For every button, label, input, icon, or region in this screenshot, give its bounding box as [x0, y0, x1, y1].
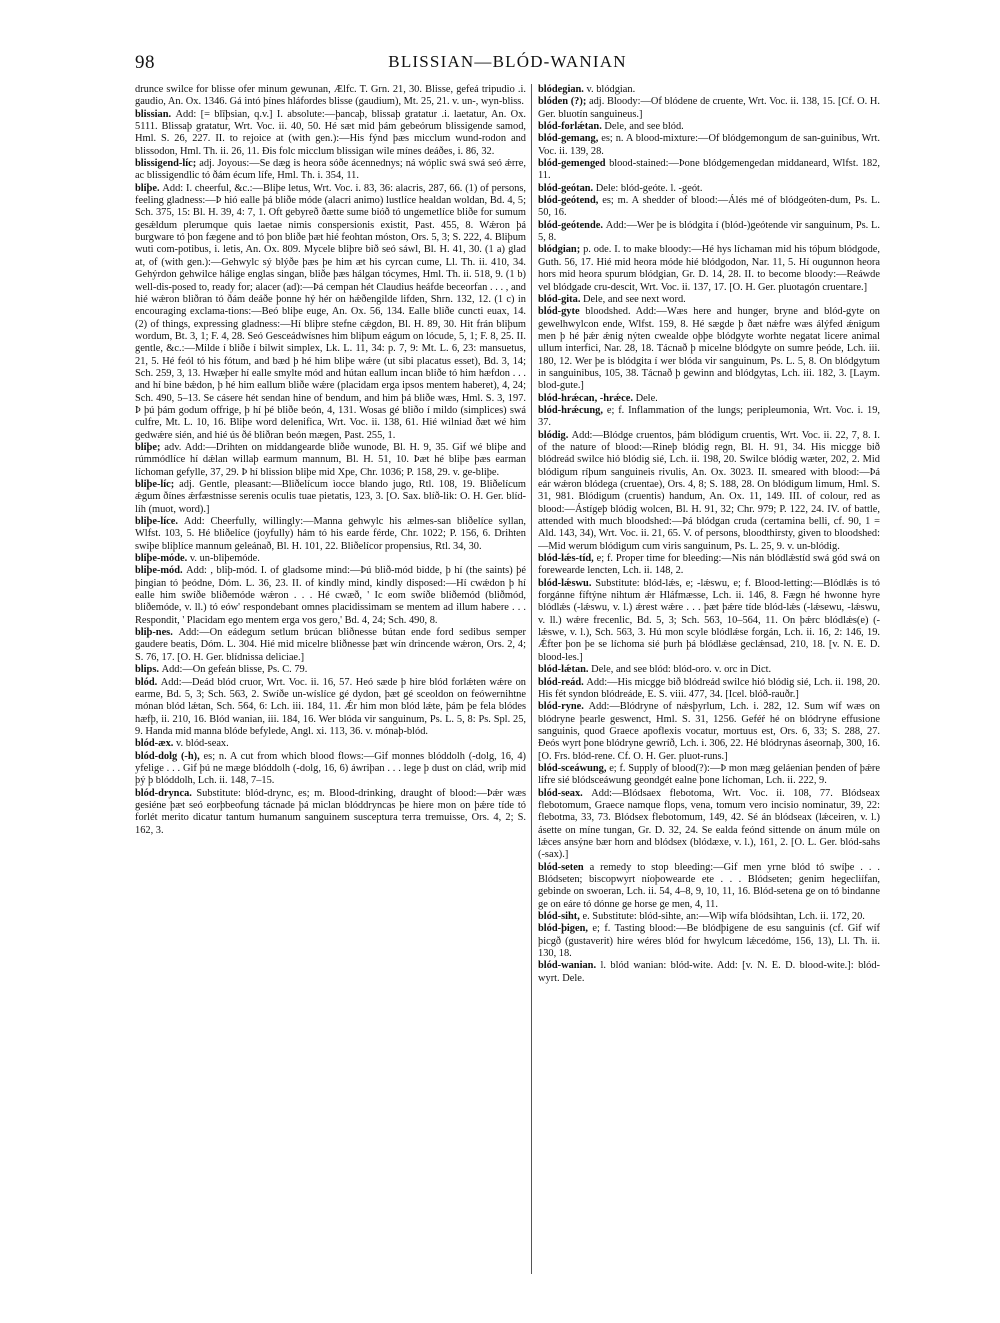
entry-text: Add: , bliþ-mód. I. of gladsome mind:—Þú blið-mód bidde, þ hí (the saints) þé þingian tó þeódne, Dóm. L. 36, 23. II. of kindly mind, kindly disposed:—Hí cwǽdon þ hí ealle him swíðe bliðemóde wǽron . . . Hé cwæð, ' Ic eom swíðe bliðemód (bliðmód, bliðemóde, v. ll.) tó eów' respondebant omnes placidissimam se mentem ad illum habere . . . Respondit, ' Placidam ego mentem erga vos gero,' Bd. 4, 24; Sch. 490, 8.	[135, 565, 526, 626]
entry-text: Add:—On eádegum setlum brúcan bliðnesse bútan ende ford sedibus semper gaudere beatis, Dóm. L. 304. Hié mid micelre bliðnesse þæt wín drincende wǽron, Ors. 2, 4; S. 76, 17. [O. H. Ger. blídnissa deliciae.]	[135, 627, 526, 663]
column-divider	[531, 84, 532, 1274]
dictionary-entry	[135, 479, 526, 516]
entry-headword: blód-gemenged	[538, 158, 606, 170]
entry-headword: blód.	[135, 676, 158, 688]
entry-headword: blód-geótan.	[538, 182, 594, 194]
dictionary-entry	[538, 84, 880, 96]
dictionary-entry	[538, 923, 880, 960]
right-column	[538, 84, 880, 1274]
entry-headword: blissian.	[135, 108, 172, 120]
entry-headword: bliþe-móde.	[135, 553, 188, 565]
dictionary-entry	[135, 738, 526, 750]
entry-text: es; n. A blood-mixture:—Of blódgemongum de san-guinibus, Wrt. Voc. ii. 139, 28.	[538, 133, 880, 157]
entry-headword: blód-hrǽcan, -hrǽce.	[538, 392, 633, 404]
entry-text: blood-stained:—Þone blódgemengedan middaneard, Wlfst. 182, 11.	[538, 158, 880, 182]
entry-headword: bliþe;	[135, 441, 161, 453]
entry-text: v. blód-seax.	[176, 738, 229, 750]
dictionary-entry	[538, 862, 880, 911]
entry-text: Add:—Blódsaex flebotoma, Wrt. Voc. ii. 108, 77. Blódseax flebotomum, Graece namque flops, vena, tomum vero incisio nominatur, 39, 22: flebotma, 33, 73. Blódsex flebotomum, 149, 42. Sé án blódseax (lǽceiren, v. l.) ásette on míne tungan, Gr. D. 32, 24. Se ealda feónd sittende on ánum múle on lǽces ansýne bær horn and blódsex (blódæxe, v. l.), 161, 2. [O. L. Ger. blód-sahs (-sax).]	[538, 787, 880, 861]
entry-text: Add: Cheerfully, willingly:—Manna gehwylc his ælmes-san bliðelíce syllan, Wlfst. 103, 5. Hé bliðelíce (joyfully) hám tó his earde férde, Chr. 1022; P. 156, 6. Drihten swiþe bliþlíce mannum geleánað, Bl. H. 101, 22. Bliðelícor propensius, Rtl. 34, 30.	[135, 516, 526, 552]
dictionary-entry	[538, 553, 880, 578]
dictionary-entry	[538, 788, 880, 862]
entry-text: e; f. Proper time for bleeding:—Nis nán blódlǽstíd swá gód swá on forewearde lencten, Lch. ii. 148, 2.	[538, 553, 880, 577]
entry-headword: blód-gyte	[538, 306, 580, 318]
entry-headword: blóden (?);	[538, 96, 587, 108]
entry-headword: blód-þigen,	[538, 923, 588, 935]
entry-text: v. blódgian.	[586, 84, 636, 95]
dictionary-entry	[538, 244, 880, 293]
entry-headword: bliþe-mód.	[135, 565, 183, 577]
dictionary-entry	[135, 84, 526, 109]
dictionary-entry	[135, 565, 526, 627]
dictionary-entry	[135, 664, 526, 676]
entry-text: Substitute: blód-drync, es; m. Blood-drinking, draught of blood:—Þǽr wæs gesiéne þæt seó eorþbeofung tácnade þá miclan blóddryncas þe hiere mon on þǽre tíde tó forlét merito dicatur tantum humanum sanguinem susceptura terra tremuisse, Ors. 4, 2; S. 162, 3.	[135, 787, 526, 836]
entry-headword: blód-gemang,	[538, 133, 599, 145]
entry-headword: blód-seax.	[538, 787, 583, 799]
entry-text: Dele, and see blód: blód-oro. v. orc in Dict.	[591, 664, 772, 676]
entry-headword: blód-dolg (-h),	[135, 750, 200, 762]
dictionary-entry	[538, 677, 880, 702]
dictionary-entry	[538, 405, 880, 430]
dictionary-entry	[135, 677, 526, 739]
dictionary-entry	[538, 763, 880, 788]
entry-headword: bliþ-nes.	[135, 627, 173, 639]
dictionary-entry	[538, 578, 880, 664]
entry-text: adj. Gentle, pleasant:—Bliðelícum ìocce blando jugo, Rtl. 108, 19. Bliðelícum ǽgum ðínes ǽrfæstnisse serenis oculis tuae pietatis, 123, 3. [O. Sax. blíð-lik: O. H. Ger. blíd-líh (muot, word).]	[135, 479, 526, 515]
dictionary-entry	[538, 393, 880, 405]
dictionary-entry	[538, 96, 880, 121]
entry-text: adj. Bloody:—Of blódene de cruente, Wrt. Voc. ii. 138, 15. [Cf. O. H. Ger. bluotín sanguineus.]	[538, 96, 880, 120]
dictionary-entry	[538, 121, 880, 133]
entry-text: Dele, and see blód.	[604, 121, 684, 133]
dictionary-entry	[538, 158, 880, 183]
entry-headword: bliþe.	[135, 182, 160, 194]
entry-text: adv. Add:—Drihten on middangearde bliðe wunode, Bl. H. 9, 35. Gif wé bliþe and rúmmódlíce hí dǽlan willaþ earmum mannum, Bl. H. 51, 10. Þæt hé bliþe þæs earman líchoman gefylle, 37, 29. Þ hí blission bliþe mid Xpe, Chr. 1036; P. 158, 29. v. ge-bliþe.	[135, 441, 526, 478]
entry-headword: blód-reád.	[538, 676, 584, 688]
entry-text: v. un-bliþemóde.	[189, 553, 260, 565]
entry-text: Add:—On gefeán blisse, Ps. C. 79.	[161, 664, 308, 676]
dictionary-entry	[538, 133, 880, 158]
dictionary-entry	[538, 430, 880, 553]
entry-text: Add:—Blódge cruentos, þám blódigum cruentis, Wrt. Voc. ii. 22, 7, 8. I. of the nature of blood:—Rineþ blódig regn, Bl. H. 91, 34. His micgge bið blódreád swilce hió blódig sié, Lch. ii. 198, 20. Swilce blódig wæter, 202, 2. Mid blódigum ríþum sanguineis rivulis, An. Ox. 3023. II. smeared with blood:—Þá eár wǽron blódega (cruentae), Ors. 4, 8; S. 188, 28. On blódigum limum, Hml. S. 31, 981. Blódigum (cruentis) handum, An. Ox. 11, 149. III. of colour, red as blood:—Ástígeþ blódig wolcen, Bl. H. 91, 32; Chr. 979; P. 122, 24. IV. of battle, attended with much bloodshed:—Þá blódgan cruda (certamina belli, cf. 90, 1 = Ald. 143, 34), Wrt. Voc. ii. 21, 65. V. of persons, bloodthirsty, given to bloodshed:—Mid werum blódigum cum viris sanguinum, Ps. L. 25, 9. v. un-blódig.	[538, 429, 880, 552]
entry-headword: blód-wanian.	[538, 960, 597, 972]
entry-text: l. blód wanian: blód-wite. Add: [v. N. E. D. blood-wite.]: blód-wyrt. Dele.	[538, 960, 880, 984]
dictionary-entry	[135, 751, 526, 788]
entry-text: Add:—Deád blód cruor, Wrt. Voc. ii. 16, 57. Heó sæde þ hire blód forlǽten wǽre on earme, Bd. 5, 3; Sch. 563, 2. Swíðe un-wíslíce gé dydon, þæt gé sceoldon on feówernihtne mónan blód lǽtan, Sch. 564, 6: Lch. iii. 184, 11. Ǽr him mon blód lǽte, þám þe fela blódes hæfþ, ii. 210, 16. Blód wanian, iii. 184, 16. Wer blóda vir sanguinum, Ps. L. 5, 8: Ps. Spl. 25, 9. Handa mid manna blóde befylede, Angl. xi. 113, 36. v. mónaþ-blód.	[135, 676, 526, 737]
dictionary-entry	[135, 627, 526, 664]
entry-headword: blód-drynca.	[135, 787, 192, 799]
dictionary-entry	[538, 195, 880, 220]
entry-headword: blódegian.	[538, 84, 584, 95]
entry-headword: blód-sceáwung,	[538, 762, 607, 774]
dictionary-entry	[538, 220, 880, 245]
running-title: BLISSIAN—BLÓD-WANIAN	[388, 52, 627, 71]
entry-text: e. Substitute: blód-sihte, an:—Wiþ wífa blódsihtan, Lch. ii. 172, 20.	[582, 911, 865, 923]
dictionary-entry	[538, 701, 880, 763]
entry-text: p. ode. I. to make bloody:—Hé hys líchaman mid his tóþum blódgode, Guth. 56, 17. Hié mid heora móde hié blódgodon, Nar. 11, 5. Hí ougunnon heora hors mid heora spurum blódgian, Gr. D. 14, 28. II. to become bloody:—Reáwde vel blódgade cru-descit, Wrt. Voc. ii. 137, 17. [O. H. Ger. pluotagón cruentare.]	[538, 244, 880, 293]
entry-headword: blód-æx.	[135, 738, 174, 750]
entry-headword: blód-forlǽtan.	[538, 121, 602, 133]
dictionary-entry	[135, 109, 526, 158]
entry-text: Add:—Blódryne of nǽsþyrlum, Lch. i. 282, 12. Sum wíf wæs on blódryne þearle geswenct, Hml. S. 31, 1256. Geféŕ hé on blódryne effusione sanguinis, quod Graece apoflexis vocatur, mortuus est, Ors. 6, 33; S. 288, 27. Ðeós wyrt þone blódryne gewríð, Lch. i. 306, 22. Hé blódrynas áseornaþ, 300, 16. [O. Frs. blód-rene. Cf. O. H. Ger. pluot-runs.]	[538, 701, 880, 762]
entry-headword: bliþe-líce.	[135, 516, 178, 528]
dictionary-entry	[538, 911, 880, 923]
entry-headword: blips.	[135, 664, 159, 676]
entry-headword: blód-seten	[538, 861, 584, 873]
entry-text: adj. Joyous:—Se dæg is heora sóðe ácennednys; ná wóplic swá swá seó ǽrre, ac blissigendlic tó ðám écum lífe, Hml. Th. i. 354, 11.	[135, 158, 526, 182]
entry-text: Add:—His micgge bið blódreád swilce hió blódig sié, Lch. ii. 198, 20. His fét syndon blódreáde, E. S. viii. 477, 34. [Icel. blóð-rauðr.]	[538, 676, 880, 700]
entry-headword: blódgian;	[538, 244, 581, 256]
entry-headword: blód-lǽswu.	[538, 577, 592, 589]
dictionary-entry	[538, 664, 880, 676]
page-number: 98	[135, 52, 155, 73]
entry-headword: bliþe-líc;	[135, 479, 175, 490]
entry-text: bloodshed. Add:—Wæs here and hunger, bryne and blód-gyte on gewelhwylcon ende, Wlfst. 159, 8. Hé sægde þ ðæt nǽfre wæs álýfed ǽnigum men þ hé þǽr ǽnig nýten cwealde oþþe blódgyte worhte negatat licere animal ullum interfici, Nar. 28, 18. Tácnað þ micelne blódgyte on sumre þeóde, Lch. iii. 180, 12. Wer þe is blódgita í wer blóda vir sanguinum, Ps. L. 5, 8. On blódgytum in sanguinibus, 105, 38. Tácnað þ gewinn and blódgytas, Lch. iii. 182, 3. [Laym. blod-gute.]	[538, 306, 880, 392]
dictionary-entry	[538, 960, 880, 985]
running-header	[135, 52, 880, 76]
entry-text: a remedy to stop bleeding:—Gif men yrne blód tó swíþe . . . Blódseten; biscopwyrt níoþowearde ete . . . Blódseten; genim hegecliífan, gebinde on swoeran, Lch. ii. 54, 4–8, 9, 10, 11, 16. Blód-setena ge on tó bindanne ge on eáre tó dónne ge horse ge men, 4, 11.	[538, 861, 880, 910]
entry-text: e; f. Tasting blood:—Be blódþigene de esu sanguinis (cf. Gif wíf þicgð (gustaverit) hire wéres blód for hwylcum lǽcedóme, 156, 13), Ll. Th. ii. 130, 18.	[538, 923, 880, 960]
entry-headword: blód-hrǽcung,	[538, 404, 603, 416]
entry-headword: blód-geótende.	[538, 219, 603, 231]
entry-text: Dele.	[635, 392, 658, 404]
entry-headword: blód-lǽs-tíd,	[538, 553, 594, 565]
left-column	[135, 84, 526, 1274]
dictionary-entry	[135, 788, 526, 837]
entry-text: Add: I. cheerful, &c.:—Bliþe letus, Wrt. Voc. i. 83, 36: alacris, 287, 66. (1) of persons, feeling gladness:—Þ hió ealle þá bliðe móde (alacri animo) lustlíce healdan woldan, Bd. 4, 5; Sch. 375, 15: Bl. H. 39, 4: 7, 1. Oft gebyreð ðætte sume bióð tó ungemetlíce bliðe for sumum gesǽldum plerumque quis laetae nimis conspersionis existit, Past. 455, 8. Wǽron þá burgware tó þon fægene and tó þon bliðe þæt hié feohtan móston, Ors. 5, 3; S. 222, 4. Bliþum wuti com-potibus, i. letis, An. Ox. 809. Mycele bliþre bið seó sáwl, Bl. H. 41, 30. (1 a) glad at, of (with gen.):—Gehwylc sý blýðe þæs þe him æt his cyrcan cume, Ll. Th. ii. 410, 34. Gehýrdon gehwilce hálige englas singan, bliðe þæs hálgan tócymes, Hml. Th. ii. 518, 9. (1 b) well-dis-posed to, ready for; alacer (ad):—Þá cempan hét Claudius heáfde beceorfan . . . , and hié wǽron bliðran tó ðám deáðe þonne hý hér on hǽðengilde lifden, Shrn. 132, 12. (1 c) in encouraging exclama-tions:—Beó bliþe euge, An. Ox. 56, 134. Ealle bliðe cuncti euax, 14. (2) of things, expressing gladness:—Hí bliþre stefne cǽgdon, Bl. H. 89, 30. Hit frán bliþum wordum, Bt. 3, 1; F. 4, 28. Seó Gesceádwísnes him bliþum eágum on lócude, 5, 1; F. 8, 25. II. gentle, &c.:—Milde í bliðe í bilwit simplex, Lk. L. 11, 34: p. 7, 9: Mt. L. 6, 23: mansuetus, 21, 5. Hé feól tó his fótum, and bæd þ hé him bliþe wǽre (ut sibi placatus esset), Bd. 3, 14; Sch. 259, 3, 13. Hwæþer hí ealle smylte mód and hútan eallum incan bliðe tó him hæfdon . . . and hí bine bǽdon, þ hé him eallum bliðe wǽre (placidam erga ipsos mentem haberet), 4, 24; Sch. 490, 5–13. Se cásere hét sendan hine of bendum, and him þá bliðe wæs, Hml. S. 3, 197. Þ þú þám godum offrige, þ hí þé bliðe beón, 4, 131. Wosas gé bliðo í mildo (simplices) swá culfre, Mt. L. 10, 16. Bliþe word delenifica, Wrt. Voc. ii. 138, 61. Hié wilniad ðæt wé him gedwǽre sién, and hié ús ðé bliðran beón mægen, Past. 255, 1.	[135, 182, 526, 441]
dictionary-entry	[538, 294, 880, 306]
entry-text: es; n. A cut from which blood flows:—Gif monnes blóddolh (-dolg, 16, 4) yfelige . . . Gif þú ne mæge blóddolh (-dolg, 16, 6) áwriþan . . . lege þ dust on clád, wriþ mid þý þ blóddolh, Lch. ii. 148, 7–15.	[135, 750, 526, 787]
dictionary-entry	[538, 306, 880, 392]
dictionary-entry	[135, 158, 526, 183]
entry-text: Substitute: blód-lǽs, e; -lǽswu, e; f. Blood-letting:—Blódlǽs is tó forgánne fíftýne nihtum ǽr Hláfmæsse, Lch. ii. 146, 8. Fægn hé hwonne hyre blódlǽs (-lǽswu, v. l.) ǽrest wǽre . . . þæt þǽre tíde blód-lǽs (-lǽsewu, -lǽswu, v. ll.) wǽre frecenlic, Bd. 5, 3; Sch. 563, 10–564, 11. On þǽrc blódlǽs(e) (-lǽswe, v. l.), Sch. 563, 3. Hú mon scyle blódlǽse forgán, Lch. ii. 16, 2: 146, 19. Ǽfter þon þe se líchoma sié þurh þá blódlǽse geclǽnsad, 210, 18. [v. N. E. D. blood-les.]	[538, 577, 880, 663]
dictionary-entry	[135, 442, 526, 479]
entry-headword: blód-siht,	[538, 911, 580, 923]
dictionary-entry	[135, 516, 526, 553]
entry-headword: blód-lǽtan.	[538, 664, 589, 676]
entry-headword: blód-ryne.	[538, 701, 584, 713]
entry-headword: blód-geótend,	[538, 195, 599, 207]
entry-text: drunce swilce for blisse ofer minum gewunan, Ælfc. T. Grn. 21, 30. Blisse, gefeá tripudio .i. gaudio, An. Ox. 1346. Gá intó þínes hláfordes blisse (gaudium), Mt. 25, 21. v. un-, wyn-bliss.	[135, 84, 526, 108]
dictionary-entry	[538, 183, 880, 195]
entry-text: Add: [= blīþsian, q.v.] I. absolute:—þancaþ, blissaþ gratatur .i. laetatur, An. Ox. 5111. Blissaþ gratatur, Wrt. Voc. ii. 40, 50. Hé sæt mid þám gebeórum blissigende samod, Hml. S. 26, 227. II. to rejoice at (with gen.):—His fýnd þæs micclum wund-rodon and blissodon, Hml. Th. ii. 26, 11. Ðis folc micclum blissigan wile mínes deáðes, i. 86, 32.	[135, 108, 526, 157]
entry-text: es; m. A shedder of blood:—Álés mé of blódgeóten-dum, Ps. L. 50, 16.	[538, 195, 880, 219]
entry-text: Add:—Wer þe is blódgita í (blód-)geótende vir sanguinum, Ps. L. 5, 8.	[538, 219, 880, 244]
entry-text: Dele, and see next word.	[583, 293, 686, 305]
entry-text: e; f. Supply of blood(?):—Þ mon mæg geláenian þenden of þǽre lífre sié blódsceáwung geondgét ealne þone líchoman, Lch. ii. 222, 9.	[538, 762, 880, 787]
dictionary-entry	[135, 183, 526, 442]
entry-text: e; f. Inflammation of the lungs; peripleumonia, Wrt. Voc. i. 19, 37.	[538, 404, 880, 429]
entry-headword: blódig.	[538, 429, 569, 441]
entry-headword: blissigend-líc;	[135, 158, 197, 170]
entry-headword: blód-gita.	[538, 293, 581, 305]
dictionary-entry	[135, 553, 526, 565]
entry-text: Dele: blód-geóte. l. -geót.	[595, 182, 703, 194]
